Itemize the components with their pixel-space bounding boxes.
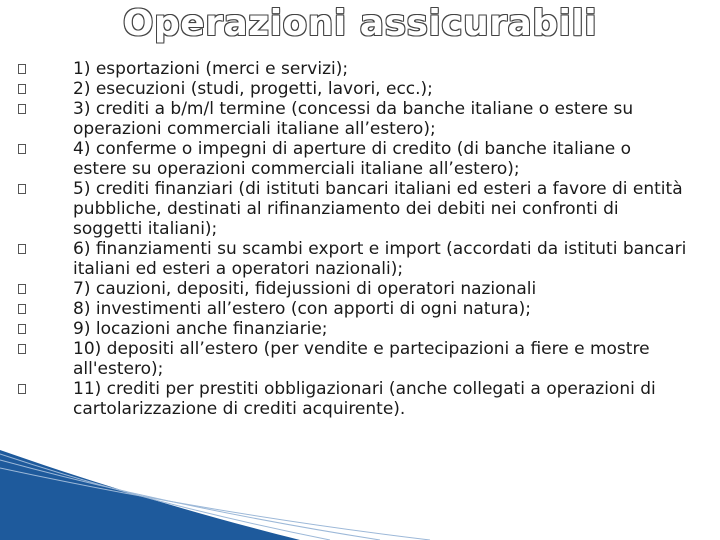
bullet-box-icon <box>18 84 26 94</box>
list-item <box>73 179 688 239</box>
bullet-box-icon <box>18 384 26 394</box>
item-list <box>0 59 720 419</box>
slide-title: Operazioni assicurabili <box>122 3 598 44</box>
list-item <box>73 339 688 379</box>
list-item <box>73 59 688 79</box>
list-item <box>73 299 688 319</box>
list-item-text: 4) conferme o impegni di aperture di credito (di banche italiane o estere su operazioni commerciali italiane all’estero); <box>73 139 632 179</box>
bullet-box-icon <box>18 324 26 334</box>
corner-wave-decoration <box>0 450 720 540</box>
bullet-box-icon <box>18 344 26 354</box>
list-item-text: 9) locazioni anche finanziarie; <box>73 319 328 339</box>
bullet-box-icon <box>18 244 26 254</box>
list-item-text: 1) esportazioni (merci e servizi); <box>73 59 349 79</box>
list-item <box>73 139 688 179</box>
bullet-box-icon <box>18 104 26 114</box>
list-item-text: 11) crediti per prestiti obbligazionari (anche collegati a operazioni di cartolarizzazione di crediti acquirente). <box>73 379 656 419</box>
bullet-box-icon <box>18 184 26 194</box>
wave-fill-shape <box>0 450 300 540</box>
bullet-box-icon <box>18 64 26 74</box>
list-item-text: 5) crediti finanziari (di istituti bancari italiani ed esteri a favore di entità pubbliche, destinati al rifinanziamento dei debiti nei confronti di soggetti italiani); <box>73 179 683 239</box>
bullet-box-icon <box>18 304 26 314</box>
bullet-box-icon <box>18 144 26 154</box>
list-item <box>73 379 688 419</box>
list-item <box>73 319 688 339</box>
list-item <box>73 279 688 299</box>
list-item <box>73 99 688 139</box>
list-item <box>73 239 688 279</box>
list-item-text: 7) cauzioni, depositi, fidejussioni di operatori nazionali <box>73 279 537 299</box>
list-item-text: 10) depositi all’estero (per vendite e partecipazioni a fiere e mostre all'estero); <box>73 339 650 379</box>
list-item-text: 3) crediti a b/m/l termine (concessi da banche italiane o estere su operazioni commerciali italiane all’estero); <box>73 99 634 139</box>
list-item-text: 2) esecuzioni (studi, progetti, lavori, ecc.); <box>73 79 433 99</box>
list-item <box>73 79 688 99</box>
bullet-box-icon <box>18 284 26 294</box>
list-item-text: 6) finanziamenti su scambi export e import (accordati da istituti bancari italiani ed esteri a operatori nazionali); <box>73 239 687 279</box>
list-item-text: 8) investimenti all’estero (con apporti di ogni natura); <box>73 299 531 319</box>
